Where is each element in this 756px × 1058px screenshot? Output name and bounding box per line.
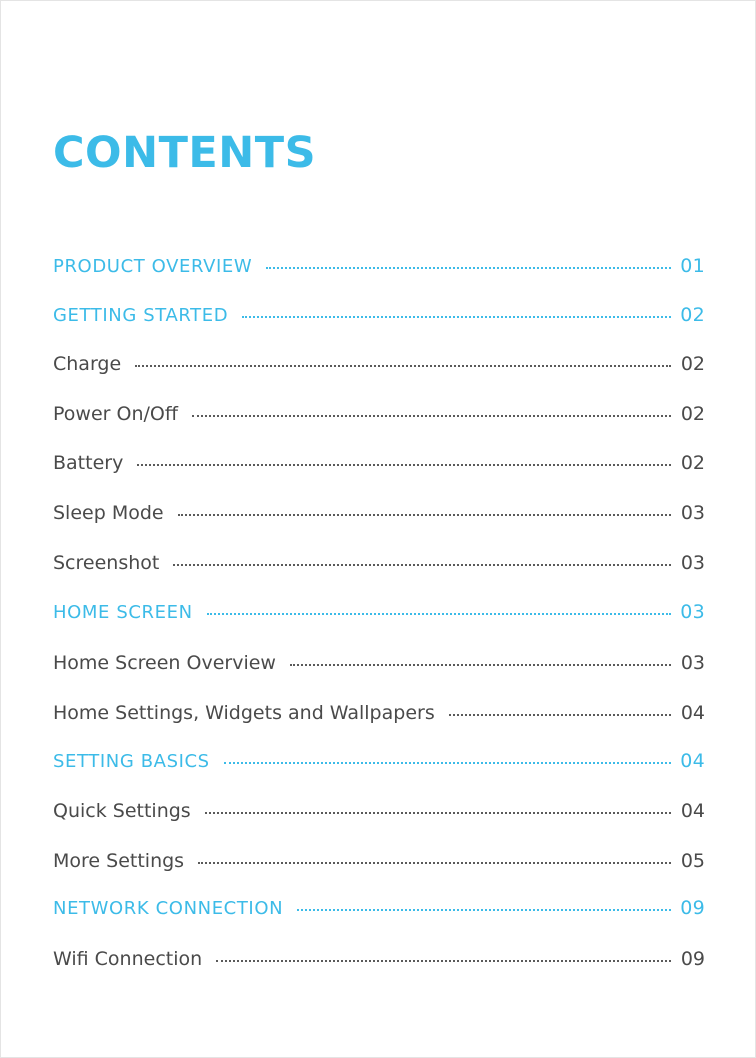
leader-dots xyxy=(216,960,671,962)
page-title: CONTENTS xyxy=(53,128,317,178)
toc-label: Screenshot xyxy=(53,552,160,574)
toc-row-charge[interactable] xyxy=(53,350,705,378)
leader-dots xyxy=(137,464,671,466)
toc-row-getting-started[interactable] xyxy=(53,301,705,329)
leader-dots xyxy=(173,564,671,566)
toc-page-number: 02 xyxy=(680,304,705,326)
toc-page-number: 09 xyxy=(680,948,705,970)
leader-dots xyxy=(449,714,671,716)
leader-dots xyxy=(178,514,671,516)
leader-dots xyxy=(192,415,671,417)
leader-dots xyxy=(290,664,671,666)
toc-row-setting-basics[interactable] xyxy=(53,747,705,775)
toc-page-number: 04 xyxy=(680,702,705,724)
leader-dots xyxy=(224,762,671,764)
toc-page-number: 03 xyxy=(680,552,705,574)
leader-dots xyxy=(242,316,671,318)
toc-page-number: 03 xyxy=(680,601,705,623)
toc-label: More Settings xyxy=(53,850,185,872)
toc-page-number: 03 xyxy=(680,502,705,524)
toc-label: HOME SCREEN xyxy=(53,601,193,623)
toc-label: Wifi Connection xyxy=(53,948,203,970)
toc-row-home-settings-widgets-wallpapers[interactable] xyxy=(53,699,705,727)
toc-row-quick-settings[interactable] xyxy=(53,797,705,825)
toc-label: Sleep Mode xyxy=(53,502,164,524)
toc-page-number: 03 xyxy=(680,652,705,674)
toc-page-number: 01 xyxy=(680,255,705,277)
toc-page-number: 02 xyxy=(680,353,705,375)
toc-label: SETTING BASICS xyxy=(53,750,210,772)
toc-label: Battery xyxy=(53,452,124,474)
leader-dots xyxy=(266,267,671,269)
toc-row-home-screen[interactable] xyxy=(53,598,705,626)
toc-row-network-connection[interactable] xyxy=(53,894,705,922)
toc-label: Home Screen Overview xyxy=(53,652,276,674)
toc-page-number: 02 xyxy=(680,403,705,425)
toc-label: NETWORK CONNECTION xyxy=(53,897,284,919)
leader-dots xyxy=(198,862,671,864)
toc-page-number: 04 xyxy=(680,750,705,772)
toc-label: Power On/Off xyxy=(53,403,178,425)
toc-row-wifi-connection[interactable] xyxy=(53,945,705,973)
toc-row-sleep-mode[interactable] xyxy=(53,499,705,527)
toc-row-home-screen-overview[interactable] xyxy=(53,649,705,677)
toc-label: PRODUCT OVERVIEW xyxy=(53,255,253,277)
toc-row-battery[interactable] xyxy=(53,449,705,477)
toc-label: GETTING STARTED xyxy=(53,304,229,326)
toc-page-number: 04 xyxy=(680,800,705,822)
leader-dots xyxy=(207,613,671,615)
toc-label: Charge xyxy=(53,353,122,375)
toc-page-number: 09 xyxy=(680,897,705,919)
toc-page-number: 02 xyxy=(680,452,705,474)
leader-dots xyxy=(135,365,671,367)
leader-dots xyxy=(297,909,671,911)
toc-row-product-overview[interactable] xyxy=(53,252,705,280)
toc-label: Quick Settings xyxy=(53,800,191,822)
toc-page-number: 05 xyxy=(680,850,705,872)
toc-row-more-settings[interactable] xyxy=(53,847,705,875)
toc-row-screenshot[interactable] xyxy=(53,549,705,577)
table-of-contents xyxy=(53,1,705,1001)
leader-dots xyxy=(205,812,671,814)
toc-row-power-on-off[interactable] xyxy=(53,400,705,428)
toc-label: Home Settings, Widgets and Wallpapers xyxy=(53,702,435,724)
